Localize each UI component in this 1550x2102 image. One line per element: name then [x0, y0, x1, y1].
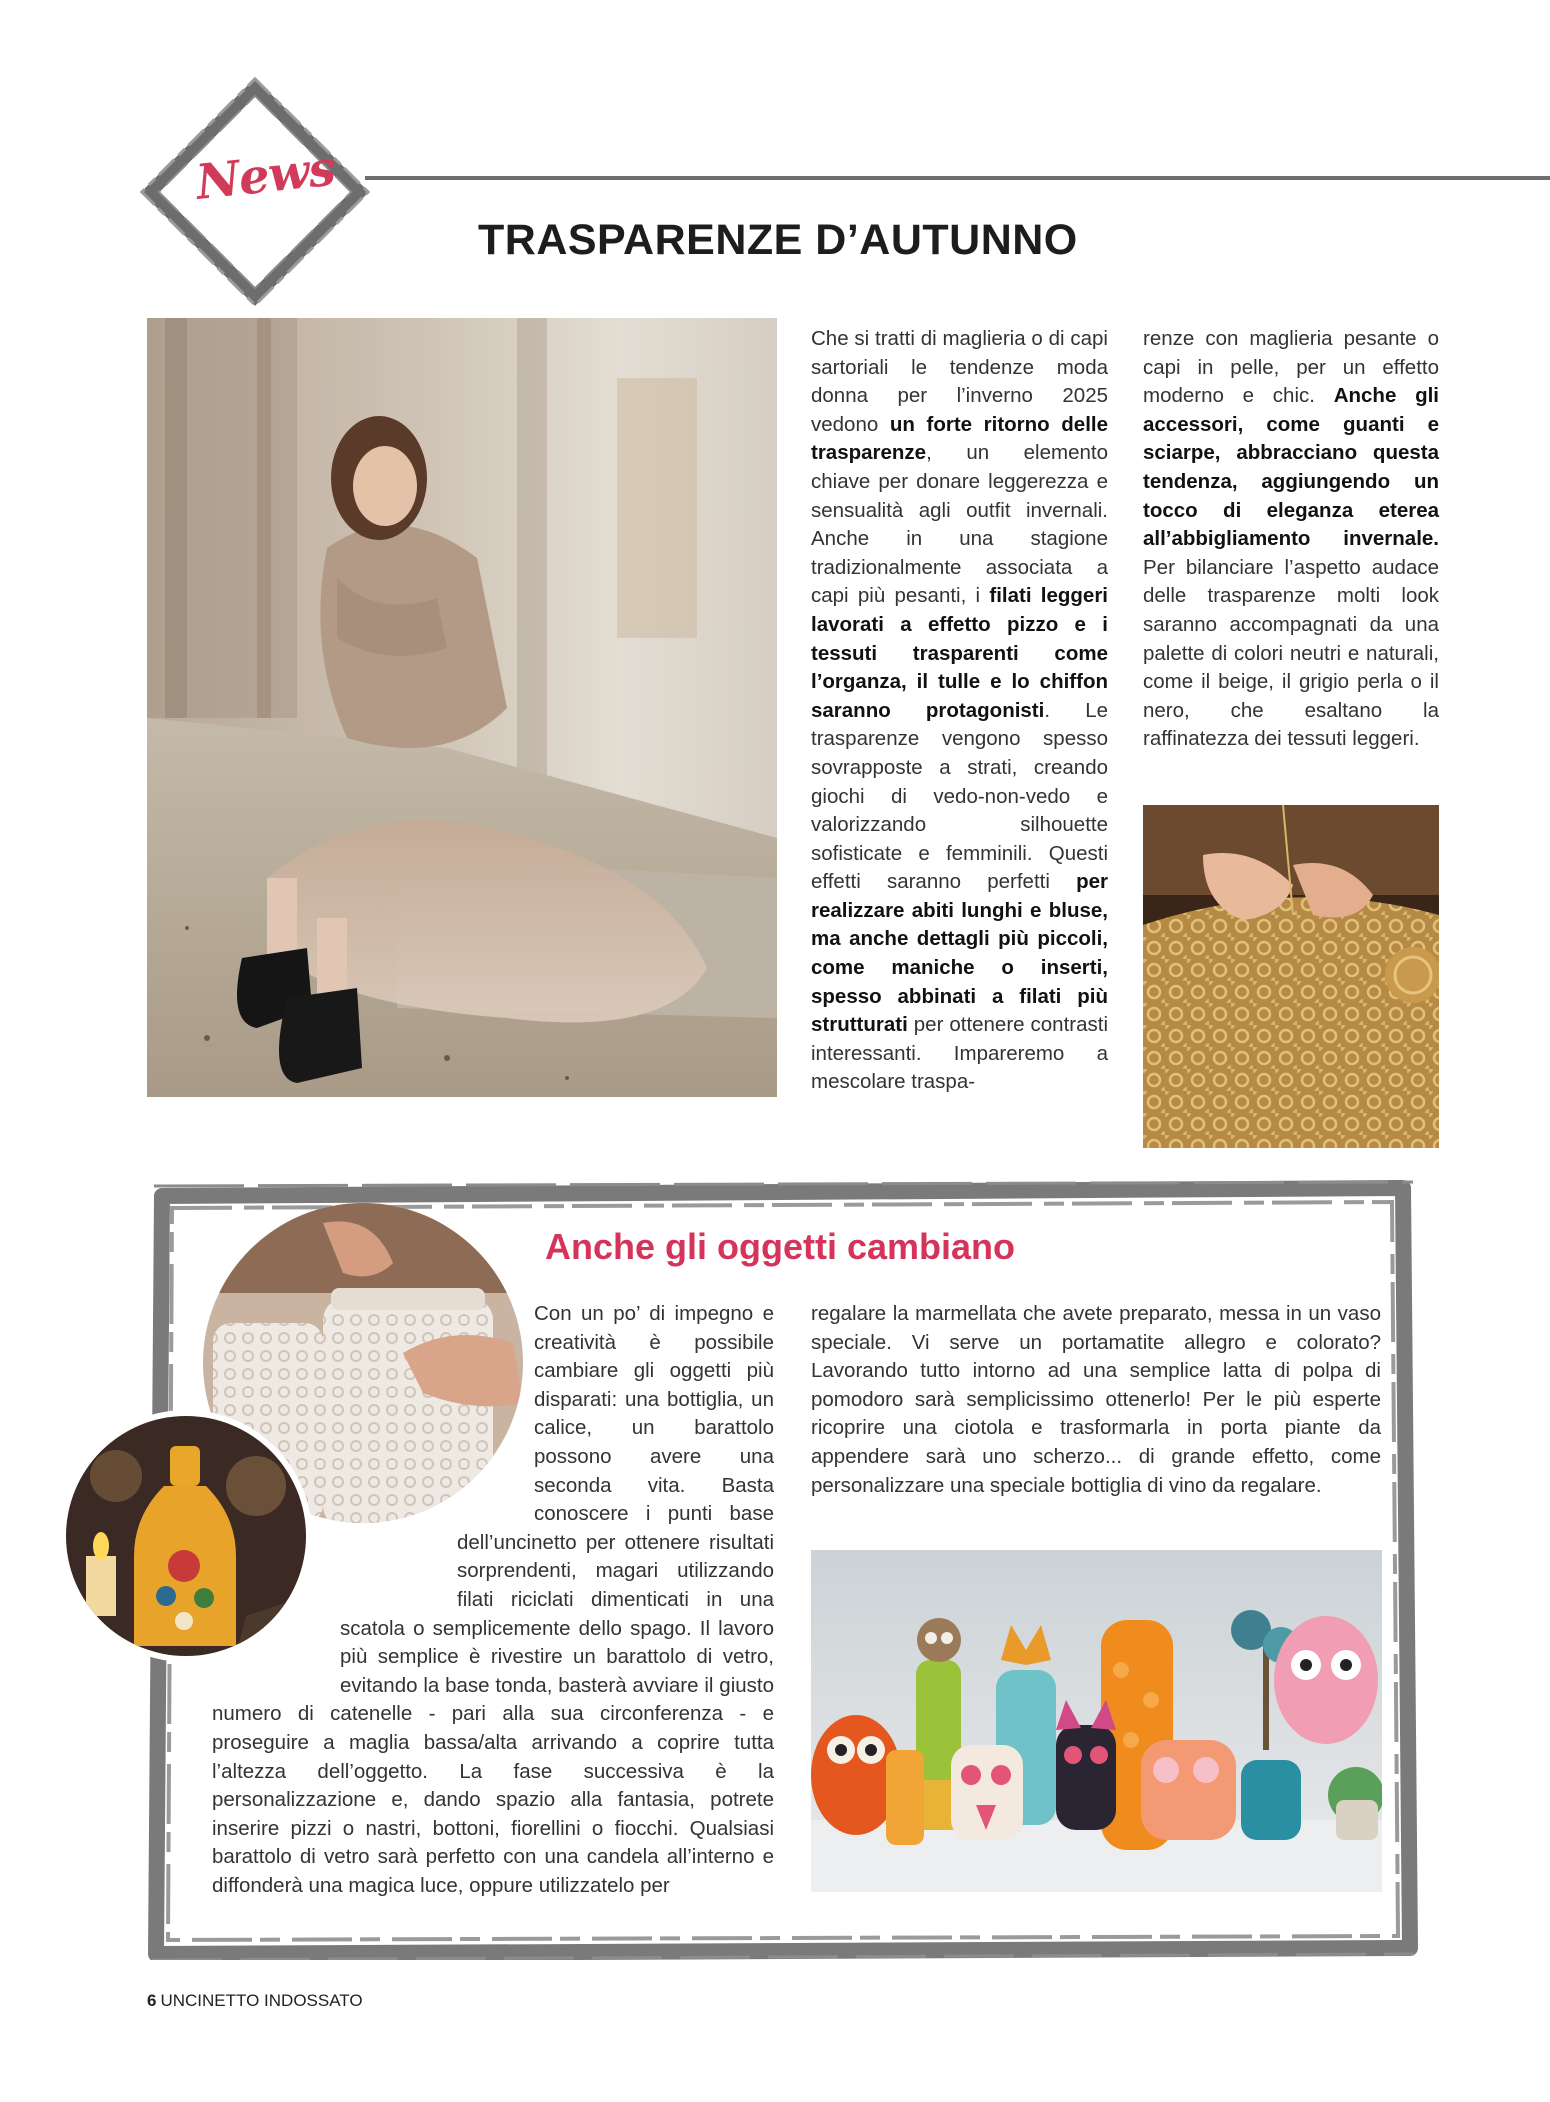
article-text: Per bilanciare l’aspetto audace delle trasparenze molti look saranno accompagnati da una palette di colori neutri e naturali, come il beige, il grigio perla o il nero, che esaltano la raffinatezza dei tessuti leggeri.: [1143, 555, 1439, 751]
magazine-name: UNCINETTO INDOSSATO: [160, 1991, 363, 2010]
header-rule: [365, 176, 1550, 180]
article-text: renze con maglieria pesante o capi in pelle, per un effetto moderno e chic.: [1143, 327, 1439, 408]
page-footer: [147, 1991, 363, 2011]
article-text: . Le trasparenze vengono spesso sovrapposte a strati, creando giochi di vedo-non-vedo e valorizzando silhouette sofisticate e femminili. Questi effetti saranno perfetti: [811, 698, 1108, 894]
article-column-1: [811, 325, 1108, 1097]
woman-tulle-skirt-photo: [147, 318, 777, 1097]
article-text-bold: per realizzare abiti lunghi e bluse, ma anche dettagli più piccoli, come maniche o inserti, spesso abbinati a filati più strutturati: [811, 870, 1108, 1037]
crochet-lace-photo: [1143, 805, 1439, 1148]
article-text: per ottenere contrasti interessanti. Impareremo a mescolare traspa-: [811, 1013, 1108, 1094]
news-badge-label: News: [193, 140, 338, 211]
article-text-bold: un forte ritorno delle trasparenze: [811, 412, 1109, 465]
article-column-2: [1143, 325, 1439, 754]
sidebar-text-right: regalare la marmellata che avete preparato, messa in un vaso speciale. Vi serve un portamatite allegro e colorato? Lavorando tutto intorno ad una semplice latta di polpa di pomodoro sarà semplicissimo ottenerlo! Per le più esperte ricoprire una ciotola e trasformarla in porta piante da appendere sarà uno scherzo... di grande effetto, come personalizzare una speciale bottiglia di vino da regalare.: [811, 1302, 1381, 1497]
sidebar-title: Anche gli oggetti cambiano: [545, 1226, 1016, 1267]
article-text-bold: Anche gli accessori, come guanti e sciarpe, abbracciano questa tendenza, aggiungendo un tocco di eleganza eterea all’abbigliamento invernale.: [1143, 384, 1439, 551]
crochet-toys-photo: [811, 1550, 1382, 1892]
page-title: TRASPARENZE D’AUTUNNO: [478, 216, 1078, 264]
sidebar-text-left: Con un po’ di impegno e creatività è possibile cambiare gli oggetti più disparati: una bottiglia, un calice, un barattolo possono avere una seconda vita. Basta conoscere i punti base dell’uncinetto per ottenere risultati sorprendenti, magari utilizzando filati riciclati dimenticati in una scatola o semplicemente dello spago. Il lavoro più semplice è rivestire un barattolo di vetro, evitando la base tonda, basterà avviare il giusto numero di catenelle - pari alla sua circonferenza - e proseguire a maglia bassa/alta arrivando a coprire tutta l’altezza dell’oggetto. La fase successiva è la personalizzazione e, dando spazio alla fantasia, potrete inserire pizzi o nastri, bottoni, fiorellini o fiocchi. Qualsiasi barattolo di vetro sarà perfetto con una candela all’interno e diffonderà una magica luce, oppure utilizzatelo per: [212, 1302, 774, 1897]
sidebar-column-right: [811, 1300, 1381, 1500]
article-text: , un elemento chiave per donare leggerezza e sensualità agli outfit invernali. Anche in una stagione tradizionalmente associata a capi più pesanti, i: [811, 441, 1108, 608]
article-text-bold: filati leggeri lavorati a effetto pizzo e i tessuti trasparenti come l’organza, il tulle e lo chiffon saranno protagonisti: [811, 584, 1108, 722]
page-number: 6: [147, 1991, 157, 2010]
article-text: Che si tratti di maglieria o di capi sartoriali le tendenze moda donna per l’inverno 2025 vedono: [811, 327, 1108, 436]
crochet-bottle-photo: [60, 1410, 312, 1662]
